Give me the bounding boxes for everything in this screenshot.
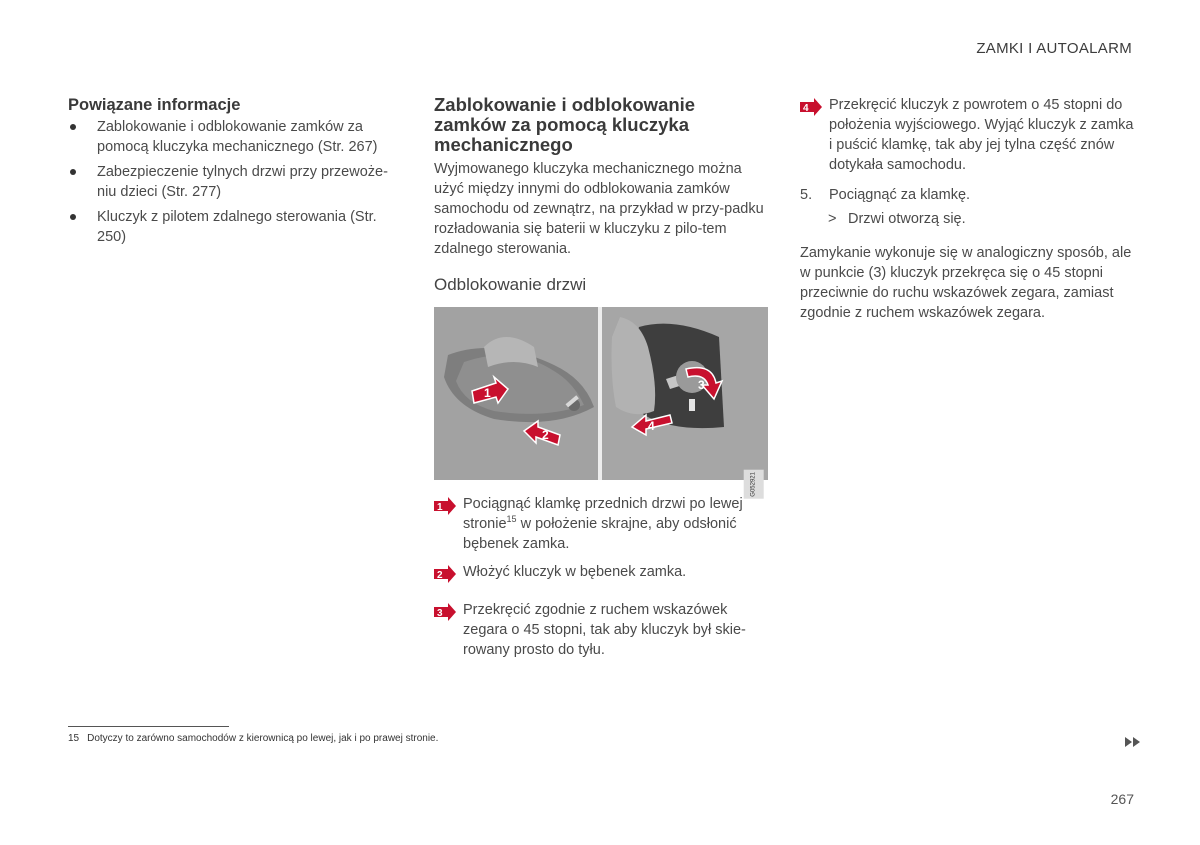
- step-5: 5. Pociągnąć za klamkę.: [800, 187, 971, 203]
- footnote-text: Dotyczy to zarówno samochodów z kierownicą po lewej, jak i po prawej stronie.: [87, 733, 439, 744]
- footnote-divider: [68, 726, 229, 727]
- door-handle-illustration: [434, 307, 768, 497]
- figure-code: G052921: [744, 470, 764, 499]
- bullet-icon: [70, 214, 76, 220]
- footnote: [68, 733, 438, 744]
- related-link[interactable]: Kluczyk z pilotem zdalnego sterowania (Str. 250): [68, 207, 398, 247]
- closing-paragraph: Zamykanie wykonuje się w analogiczny sposób, ale w punkcie (3) kluczyk przekręca się o 45 stopni przeciwnie do ruchu wskazówek zegara, zamiast zgodnie z ruchem wskazówek zegara.: [800, 245, 1132, 321]
- continuation-column: [800, 95, 1135, 323]
- main-column: [434, 95, 768, 668]
- step-3: 3 Przekręcić zgodnie z ruchem wskazówek zegara o 45 stopni, tak aby kluczyk był skie-rowany prosto do tyłu.: [434, 600, 768, 660]
- section-title: Zablokowanie i odblokowanie zamków za pomocą kluczyka mechanicznego: [434, 94, 696, 155]
- step-marker-icon: [434, 497, 456, 515]
- step-result: > Drzwi otworzą się.: [828, 211, 966, 227]
- related-link[interactable]: Zablokowanie i odblokowanie zamków za pomocą kluczyka mechanicznego (Str. 267): [68, 117, 398, 157]
- footnote-number: 15: [68, 733, 80, 744]
- step-marker-icon: [434, 603, 456, 621]
- bullet-icon: [70, 124, 76, 130]
- svg-text:3: 3: [437, 608, 443, 619]
- svg-text:4: 4: [803, 103, 809, 114]
- subsection-title: Odblokowanie drzwi: [434, 275, 587, 294]
- double-chevron-right-icon[interactable]: [1124, 736, 1142, 748]
- result-arrow-icon: >: [828, 211, 837, 227]
- figure-label-3: 3: [698, 378, 705, 392]
- step-number: 5.: [800, 187, 813, 203]
- steps-list: [434, 494, 768, 660]
- step-marker-icon: [434, 565, 456, 583]
- svg-text:2: 2: [437, 570, 443, 581]
- figure-label-1: 1: [484, 386, 491, 400]
- footnote-ref[interactable]: 15: [506, 514, 517, 524]
- step-4: 4 Przekręcić kluczyk z powrotem o 45 stopni do położenia wyjściowego. Wyjąć kluczyk z zamka i puścić klamkę, tak aby jej tylna część znów dotykała samochodu.: [800, 95, 1135, 175]
- step-marker-icon: [800, 98, 822, 116]
- bullet-icon: [70, 169, 76, 175]
- related-info-heading: Powiązane informacje: [68, 96, 241, 114]
- figure-label-4: 4: [648, 419, 655, 433]
- chapter-header: ZAMKI I AUTOALARM: [976, 40, 1132, 57]
- intro-paragraph: Wyjmowanego kluczyka mechanicznego można użyć między innymi do odblokowania zamków samochodu od zewnątrz, na przykład w przy-padku rozładowania się baterii w kluczyku z pilo-tem zdalnego sterowania.: [434, 161, 764, 257]
- step-2: 2 Włożyć kluczyk w bębenek zamka.: [434, 562, 768, 582]
- step-1: 1 Pociągnąć klamkę przednich drzwi po lewej stronie$^{15}$ w położenie skrajne, aby odsłonić bębenek zamka.: [434, 494, 768, 554]
- page-number: 267: [1110, 791, 1134, 807]
- related-info-list: [68, 117, 398, 247]
- figure-label-2: 2: [542, 428, 549, 442]
- related-info-column: [68, 95, 398, 252]
- related-link[interactable]: Zabezpieczenie tylnych drzwi przy przewoże-niu dzieci (Str. 277): [68, 162, 398, 202]
- svg-text:1: 1: [437, 502, 443, 513]
